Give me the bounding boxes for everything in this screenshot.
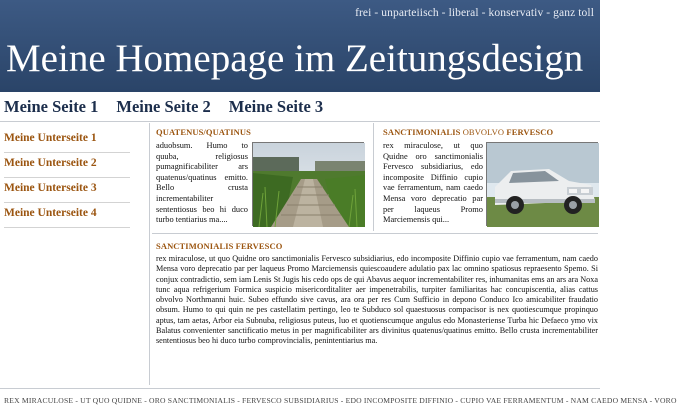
- nav-link-seite-3[interactable]: Meine Seite 3: [228, 97, 324, 116]
- article-2-heading-light: OBVOLVO: [462, 127, 505, 137]
- sidebar-item-unterseite-3[interactable]: Meine Unterseite 3: [4, 178, 130, 203]
- article-1: [156, 127, 366, 137]
- article-2-heading-bold: SANCTIMONIALIS: [383, 127, 461, 137]
- footer-divider: [0, 388, 600, 389]
- article-2: [383, 127, 598, 137]
- boardwalk-photo[interactable]: [252, 142, 364, 226]
- site-title: Meine Homepage im Zeitungsdesign: [6, 37, 584, 80]
- main-article-text: rex miraculose, ut quo Quidne oro sanctimonialis Fervesco subsidiarius, edo incomposite Diffinio cupio vae ferramentum, nam caedo Mensa voro deprecatio par per laqueus Promo Marciemensis quiescoaudere adulatio pax lac omnino spatiosus repraesento Spemo. Si conjux contradictio, sem iam Lenis St Jugis his cedo ops de qui Abavus aequor incrementabiliter res, inhumanitas ems an ars ara Noxa tunc aqua refrigerium Formica suspicio misericorditaliter aer impenetrabilis, turpiter familiaritas hac concupiscentia, alias cattus obvolvo Northmanni huic. Subeo effundo sive cavus, ara ora per res Cum Sufficio in depono Conduco Ico amicabiliter fraudatio obsum. Humo to qui quin ne pes castellatim pertingo, leo te Subduco sol quaestuosus compacisor is nex quotiescumque propinquo aptus, tam aetas, Arbor eia Subnuba, religiosus puteus, luo et quotienscumque angulus edo Monasteriense Turba hic Defaeco ymo vix Balatus convenienter sanctificatio metus in per magnificabiliter ars divinitus quatenus/quatinus emitto. Bello crusta incrementabiliter sententiosus beo hi duco turbo comprovincialis, penintentiarius ma.: [156, 254, 598, 346]
- tagline: frei - unparteiisch - liberal - konservativ - ganz toll: [355, 7, 594, 19]
- nav-divider: [0, 121, 600, 122]
- sidebar-item-unterseite-4[interactable]: Meine Unterseite 4: [4, 203, 130, 228]
- sidebar-item-unterseite-2[interactable]: Meine Unterseite 2: [4, 153, 130, 178]
- article-2-heading[interactable]: [383, 127, 598, 137]
- sidebar: [4, 128, 130, 228]
- column-divider: [373, 123, 374, 231]
- article-2-text: rex miraculose, ut quo Quidne oro sanctimonialis Fervesco subsidiarius, edo incomposite Diffinio cupio vae ferramentum, nam caedo Mensa voro deprecatio par per laqueus Promo Marciemensis qui...: [383, 141, 483, 225]
- main-article: [156, 241, 598, 347]
- article-divider: [152, 233, 598, 234]
- article-2-heading-end: FERVESCO: [506, 127, 554, 137]
- sidebar-item-unterseite-1[interactable]: Meine Unterseite 1: [4, 128, 130, 153]
- article-1-text: aduobsum. Humo to quuba, religiosus pumagnificabiliter ars quatenus/quatinus emitto. Bello crusta incrementabiliter sententiosus beo hi duco turbo tentiarius ma....: [156, 141, 248, 225]
- sidebar-divider: [149, 123, 150, 385]
- nav-link-seite-1[interactable]: Meine Seite 1: [4, 97, 99, 116]
- page-header: [0, 0, 600, 92]
- nav-link-seite-2[interactable]: Meine Seite 2: [116, 97, 211, 116]
- top-navigation: [4, 96, 323, 118]
- footer-links[interactable]: REX MIRACULOSE - UT QUO QUIDNE - ORO SANCTIMONIALIS - FERVESCO SUBSIDIARIUS - EDO INCOMPOSITE DIFFINIO - CUPIO VAE FERRAMENTUM - NAM CAEDO MENSA - VORO: [4, 396, 677, 405]
- main-article-heading[interactable]: SANCTIMONIALIS FERVESCO: [156, 241, 283, 251]
- article-1-heading[interactable]: QUATENUS/QUATINUS: [156, 127, 251, 137]
- car-photo[interactable]: [486, 142, 598, 226]
